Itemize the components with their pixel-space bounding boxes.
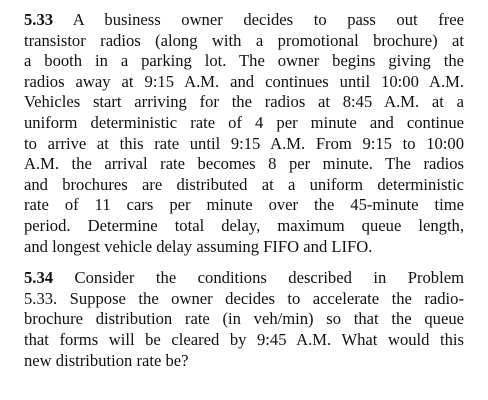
problem-line: Vehicles start arriving for the radios at 8:45 A.M. at a (24, 92, 464, 112)
problem-line: a booth in a parking lot. The owner begins giving the (24, 51, 464, 71)
problem-text: A business owner decides to pass out free (72, 10, 465, 29)
problem-line: new distribution rate be? (24, 350, 189, 370)
problem-line: period. Determine total delay, maximum queue length, (24, 215, 464, 235)
problem-line: transistor radios (along with a promotional brochure) at (24, 30, 464, 50)
problem-line: and longest vehicle delay assuming FIFO and LIFO. (24, 236, 373, 256)
problem-line: to arrive at this rate until 9:15 A.M. From 9:15 to 10:00 (24, 133, 464, 153)
problem-line: uniform deterministic rate of 4 per minute and continue (24, 112, 464, 132)
problem-line (24, 268, 464, 289)
problem-text: Consider the conditions described in Problem (74, 268, 464, 288)
problem-text-page (24, 10, 464, 371)
problem-number: 5.33 (24, 10, 54, 29)
problem-line (24, 10, 464, 31)
problem-line: brochure distribution rate (in veh/min) so that the queue (24, 309, 464, 329)
problem-line: that forms will be cleared by 9:45 A.M. What would this (24, 329, 464, 349)
problem-line: rate of 11 cars per minute over the 45-minute time (24, 195, 464, 215)
problem-line: radios away at 9:15 A.M. and continues until 10:00 A.M. (24, 71, 464, 91)
problem-5-33 (24, 10, 464, 257)
problem-number: 5.34 (24, 268, 54, 288)
problem-line: 5.33. Suppose the owner decides to accelerate the radio- (24, 288, 464, 308)
problem-5-34 (24, 268, 464, 371)
problem-line: and brochures are distributed at a uniform deterministic (24, 174, 464, 194)
problem-line: A.M. the arrival rate becomes 8 per minute. The radios (24, 154, 464, 174)
